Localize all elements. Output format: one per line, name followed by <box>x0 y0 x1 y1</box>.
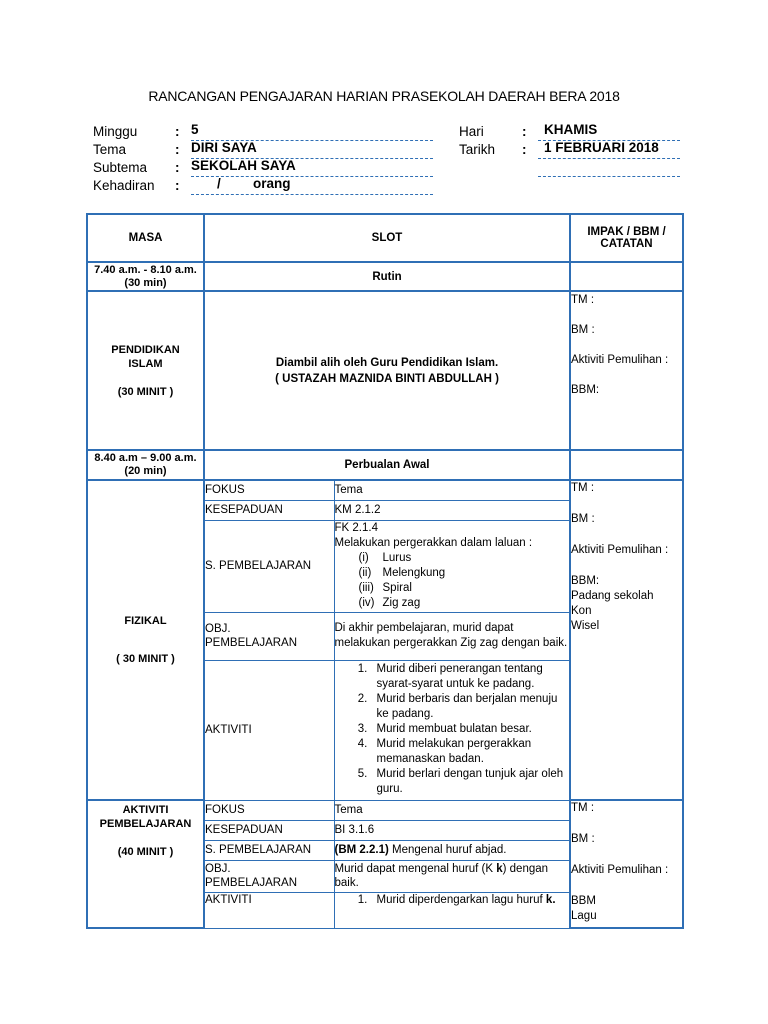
table-row <box>87 480 683 500</box>
impak-tm: TM : <box>571 294 595 306</box>
time-line: 7.40 a.m. - 8.10 a.m. <box>94 263 197 276</box>
tema-value: DIRI SAYA <box>191 142 433 159</box>
sp-list-item: (iv) Zig zag <box>358 597 421 609</box>
fizikal-impak <box>570 480 683 800</box>
colon: : <box>522 142 527 157</box>
rutin-time <box>87 262 204 291</box>
islam-impak <box>570 291 683 450</box>
table-row <box>87 800 683 820</box>
aktiviti-item: 1. Murid diperdengarkan lagu huruf k. <box>371 893 566 908</box>
subject-name: PENDIDIKAN <box>111 343 180 356</box>
hari-label: Hari <box>459 124 484 139</box>
obj-label-line: OBJ. <box>205 863 231 875</box>
impak-bbm: BBM: <box>571 384 600 396</box>
islam-teacher: ( USTAZAH MAZNIDA BINTI ABDULLAH ) <box>275 372 499 385</box>
obj-label-line: PEMBELAJARAN <box>205 877 298 889</box>
impak-bbm: BBM <box>571 895 596 907</box>
aktiviti-list <box>335 662 566 797</box>
sp-list-item: (ii) Melengkung <box>358 567 446 579</box>
rutin-impak <box>570 262 683 291</box>
colon: : <box>175 178 180 193</box>
aktiviti-list <box>335 893 566 908</box>
subject-name: FIZIKAL <box>124 615 167 627</box>
impak-tm: TM : <box>571 802 595 814</box>
aktiviti-item: 4. Murid melakukan pergerakkan memanaskan badan. <box>371 737 566 767</box>
tarikh-value: 1 FEBRUARI 2018 <box>538 142 680 159</box>
time-line: 8.40 a.m – 9.00 a.m. <box>94 452 197 464</box>
impak-header-line2: CATATAN <box>600 238 653 250</box>
impak-pemulihan: Aktiviti Pemulihan : <box>571 544 669 556</box>
sp-text: Melakukan pergerakkan dalam laluan : <box>334 537 533 549</box>
kehadiran-value <box>191 178 433 195</box>
obj-label <box>204 612 334 660</box>
sp-value <box>334 520 570 612</box>
sp-label: S. PEMBELAJARAN <box>204 520 334 612</box>
fokus-label: FOKUS <box>204 800 334 820</box>
kesepaduan-label: KESEPADUAN <box>204 500 334 520</box>
bbm-item: Wisel <box>571 620 600 632</box>
subtema-label: Subtema <box>93 160 148 175</box>
perbualan-time <box>87 450 204 480</box>
kehadiran-slash: / <box>217 176 221 191</box>
subtema-value: SEKOLAH SAYA <box>191 160 433 177</box>
impak-bm: BM : <box>571 513 595 525</box>
sp-code: (BM 2.2.1) <box>334 844 389 856</box>
islam-note: Diambil alih oleh Guru Pendidikan Islam. <box>275 356 499 369</box>
obj-value: Di akhir pembelajaran, murid dapat melakukan pergerakkan Zig zag dengan baik. <box>334 612 570 660</box>
fokus-label: FOKUS <box>204 480 334 500</box>
islam-slot <box>204 291 570 450</box>
bbm-item: Lagu <box>571 910 597 922</box>
aktiviti-label: AKTIVITI <box>204 892 334 928</box>
impak-bm: BM : <box>571 324 595 336</box>
table-header-row <box>87 214 683 262</box>
tarikh-label: Tarikh <box>459 142 496 157</box>
subject-name: AKTIVITI <box>122 804 169 816</box>
hari-value: KHAMIS <box>538 124 680 141</box>
ap-subject <box>87 800 204 928</box>
aktiviti-value <box>334 660 570 800</box>
page-title: RANCANGAN PENGAJARAN HARIAN PRASEKOLAH DAERAH BERA 2018 <box>148 88 620 104</box>
slot-header: SLOT <box>204 214 570 262</box>
obj-label-line: PEMBELAJARAN <box>205 637 298 649</box>
kesepaduan-value: BI 3.1.6 <box>334 820 570 840</box>
aktiviti-item: 5. Murid berlari dengan tunjuk ajar oleh guru. <box>371 767 566 797</box>
kehadiran-label: Kehadiran <box>93 178 155 193</box>
subject-name: PEMBELAJARAN <box>99 818 192 830</box>
fokus-value: Tema <box>334 480 570 500</box>
rutin-slot: Rutin <box>204 262 570 291</box>
impak-header-line1: IMPAK / BBM / <box>587 226 666 238</box>
ap-impak <box>570 800 683 928</box>
subject-name: ISLAM <box>128 357 163 370</box>
blank-line <box>538 160 680 177</box>
aktiviti-item: 3. Murid membuat bulatan besar. <box>371 722 566 737</box>
sp-list-item: (iii) Spiral <box>358 582 412 594</box>
obj-label <box>204 860 334 892</box>
minggu-label: Minggu <box>93 124 138 139</box>
aktiviti-value <box>334 892 570 928</box>
minggu-value: 5 <box>191 124 433 141</box>
islam-subject <box>87 291 204 450</box>
impak-bm: BM : <box>571 833 595 845</box>
impak-header <box>570 214 683 262</box>
kesepaduan-label: KESEPADUAN <box>204 820 334 840</box>
colon: : <box>175 124 180 139</box>
aktiviti-item: 1. Murid diberi penerangan tentang syarat-syarat untuk ke padang. <box>371 662 566 692</box>
bbm-item: Padang sekolah <box>571 590 654 602</box>
table-row <box>87 450 683 480</box>
table-row <box>87 262 683 291</box>
duration-line: (30 min) <box>124 276 167 289</box>
colon: : <box>175 142 180 157</box>
perbualan-impak <box>570 450 683 480</box>
obj-value: Murid dapat mengenal huruf (K k) dengan baik. <box>334 860 570 892</box>
impak-bbm: BBM: <box>571 575 600 587</box>
kesepaduan-value: KM 2.1.2 <box>334 500 570 520</box>
sp-text: Mengenal huruf abjad. <box>388 844 507 856</box>
perbualan-slot: Perbualan Awal <box>204 450 570 480</box>
bbm-item: Kon <box>571 605 592 617</box>
colon: : <box>522 124 527 139</box>
fokus-value: Tema <box>334 800 570 820</box>
obj-label-line: OBJ. <box>205 623 231 635</box>
tema-label: Tema <box>93 142 127 157</box>
colon: : <box>175 160 180 175</box>
impak-tm: TM : <box>571 482 595 494</box>
sp-list-item: (i) Lurus <box>358 552 412 564</box>
sp-list <box>335 551 570 611</box>
sp-label: S. PEMBELAJARAN <box>204 840 334 860</box>
subject-duration: (40 MINIT ) <box>117 846 174 858</box>
lesson-plan-table <box>86 213 684 929</box>
fizikal-subject <box>87 480 204 800</box>
sp-code: FK 2.1.4 <box>334 522 378 534</box>
masa-header: MASA <box>87 214 204 262</box>
subject-duration: (30 MINIT ) <box>117 385 174 398</box>
kehadiran-suffix: orang <box>253 176 291 191</box>
table-row <box>87 291 683 450</box>
aktiviti-label: AKTIVITI <box>204 660 334 800</box>
sp-value <box>334 840 570 860</box>
aktiviti-item: 2. Murid berbaris dan berjalan menuju ke padang. <box>371 692 566 722</box>
duration-line: (20 min) <box>124 465 167 477</box>
impak-pemulihan: Aktiviti Pemulihan : <box>571 864 669 876</box>
subject-duration: ( 30 MINIT ) <box>116 653 175 665</box>
impak-pemulihan: Aktiviti Pemulihan : <box>571 354 669 366</box>
